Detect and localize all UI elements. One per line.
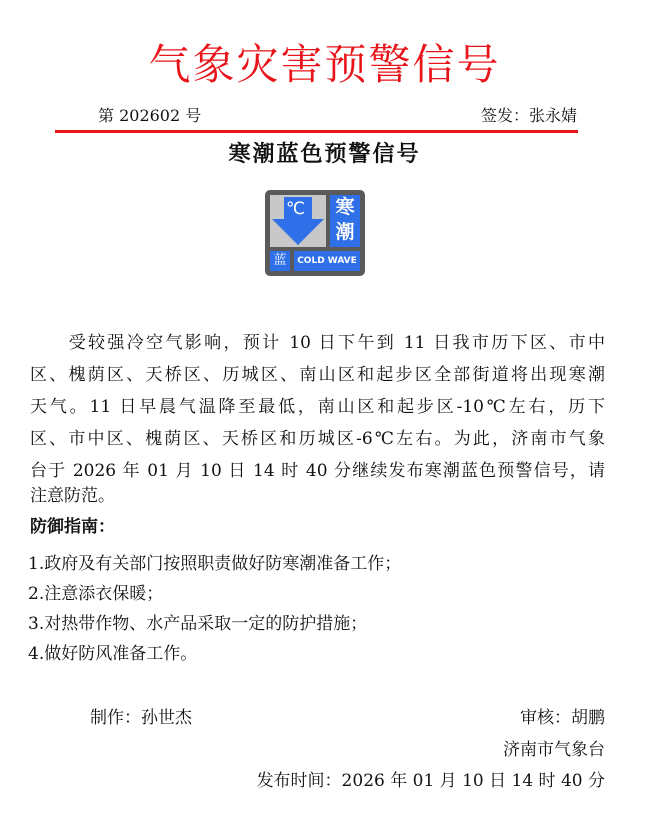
reviewer: 审核：胡鹏 bbox=[520, 708, 605, 728]
guide-item: 1.政府及有关部门按照职责做好防寒潮准备工作； bbox=[28, 554, 402, 574]
red-divider bbox=[55, 130, 578, 133]
guide-item: 2.注意添衣保暖； bbox=[28, 584, 164, 604]
issue-time: 发布时间：2026 年 01 月 10 日 14 时 40 分 bbox=[256, 771, 605, 791]
body-line: 台于 2026 年 01 月 10 日 14 时 40 分继续发布寒潮蓝色预警信号，请 bbox=[30, 461, 605, 481]
celsius-symbol: ℃ bbox=[286, 199, 306, 219]
body-line: 区、槐荫区、天桥区、历城区、南山区和起步区全部街道将出现寒潮 bbox=[30, 365, 605, 385]
document-title: 气象灾害预警信号 bbox=[148, 40, 501, 89]
cold-wave-chars bbox=[330, 195, 360, 247]
body-line: 天气。11 日早晨气温降至最低，南山区和起步区-10℃左右，历下 bbox=[30, 397, 605, 417]
body-line: 注意防范。 bbox=[30, 486, 115, 506]
signer: 签发：张永婧 bbox=[480, 106, 577, 125]
guide-item: 3.对热带作物、水产品采取一定的防护措施； bbox=[28, 614, 368, 634]
arrow-panel bbox=[270, 195, 326, 247]
issue-number: 第 202602 号 bbox=[98, 106, 202, 125]
guide-item: 4.做好防风准备工作。 bbox=[28, 644, 198, 664]
char-cold: 寒 bbox=[335, 196, 355, 218]
char-tide: 潮 bbox=[335, 221, 355, 243]
maker: 制作：孙世杰 bbox=[90, 708, 192, 728]
english-label: COLD WAVE bbox=[294, 251, 360, 271]
cold-wave-blue-icon bbox=[265, 190, 365, 276]
issuing-org: 济南市气象台 bbox=[503, 740, 605, 760]
body-line: 受较强冷空气影响，预计 10 日下午到 11 日我市历下区、市中 bbox=[30, 333, 605, 353]
level-label: 蓝 bbox=[270, 251, 290, 271]
warning-subtitle: 寒潮蓝色预警信号 bbox=[228, 141, 421, 167]
guide-title: 防御指南： bbox=[30, 517, 115, 537]
body-line: 区、市中区、槐荫区、天桥区和历城区-6℃左右。为此，济南市气象 bbox=[30, 429, 605, 449]
